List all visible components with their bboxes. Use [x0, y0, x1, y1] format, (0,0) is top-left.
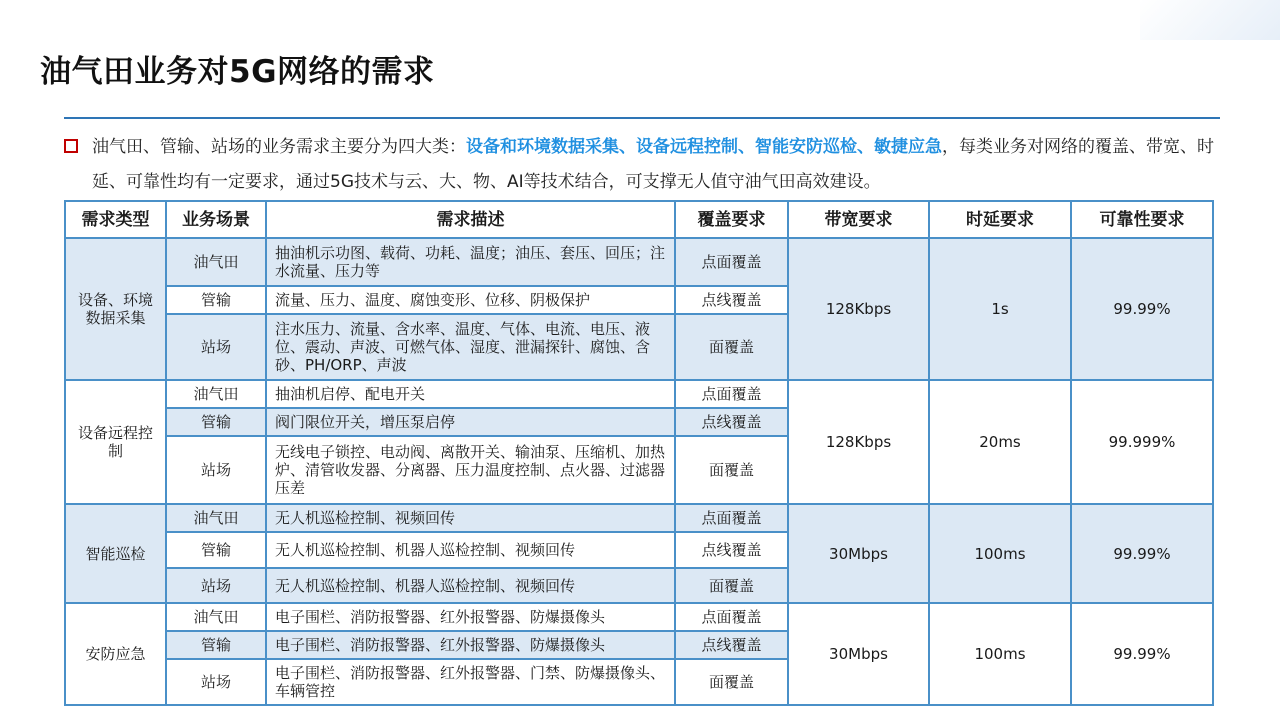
desc-cell: 阀门限位开关，增压泵启停 — [266, 408, 675, 436]
header-coverage: 覆盖要求 — [675, 201, 788, 238]
scene-cell: 油气田 — [166, 380, 266, 408]
reliability-cell: 99.99% — [1071, 504, 1213, 603]
intro-prefix: 油气田、管输、站场的业务需求主要分为四大类： — [92, 137, 466, 157]
desc-cell: 无人机巡检控制、机器人巡检控制、视频回传 — [266, 568, 675, 603]
coverage-cell: 点面覆盖 — [675, 380, 788, 408]
desc-cell: 抽油机启停、配电开关 — [266, 380, 675, 408]
coverage-cell: 点面覆盖 — [675, 603, 788, 631]
coverage-cell: 面覆盖 — [675, 568, 788, 603]
desc-cell: 电子围栏、消防报警器、红外报警器、门禁、防爆摄像头、车辆管控 — [266, 659, 675, 705]
bandwidth-cell: 30Mbps — [788, 504, 929, 603]
coverage-cell: 面覆盖 — [675, 314, 788, 380]
scene-cell: 站场 — [166, 436, 266, 504]
scene-cell: 油气田 — [166, 603, 266, 631]
latency-cell: 100ms — [929, 603, 1071, 705]
coverage-cell: 点线覆盖 — [675, 631, 788, 659]
header-desc: 需求描述 — [266, 201, 675, 238]
reliability-cell: 99.99% — [1071, 238, 1213, 380]
reliability-cell: 99.999% — [1071, 380, 1213, 504]
desc-cell: 无人机巡检控制、视频回传 — [266, 504, 675, 532]
header-latency: 时延要求 — [929, 201, 1071, 238]
table-row — [65, 504, 1213, 532]
table-row — [65, 238, 1213, 286]
header-type: 需求类型 — [65, 201, 166, 238]
scene-cell: 管输 — [166, 408, 266, 436]
requirements-table — [64, 200, 1214, 706]
scene-cell: 油气田 — [166, 238, 266, 286]
title-divider — [64, 117, 1220, 119]
intro-highlight: 设备和环境数据采集、设备远程控制、智能安防巡检、敏捷应急 — [466, 137, 942, 157]
table-row — [65, 603, 1213, 631]
group-type: 设备、环境数据采集 — [65, 238, 166, 380]
header-bandwidth: 带宽要求 — [788, 201, 929, 238]
page-title: 油气田业务对5G网络的需求 — [40, 54, 435, 90]
square-bullet-icon — [64, 139, 78, 153]
scene-cell: 管输 — [166, 286, 266, 314]
desc-cell: 无人机巡检控制、机器人巡检控制、视频回传 — [266, 532, 675, 568]
group-type: 智能巡检 — [65, 504, 166, 603]
intro-text — [92, 130, 1214, 200]
group-type: 设备远程控制 — [65, 380, 166, 504]
scene-cell: 站场 — [166, 659, 266, 705]
latency-cell: 100ms — [929, 504, 1071, 603]
coverage-cell: 点面覆盖 — [675, 504, 788, 532]
scene-cell: 站场 — [166, 568, 266, 603]
intro-paragraph — [64, 130, 1214, 200]
reliability-cell: 99.99% — [1071, 603, 1213, 705]
desc-cell: 电子围栏、消防报警器、红外报警器、防爆摄像头 — [266, 603, 675, 631]
header-scene: 业务场景 — [166, 201, 266, 238]
desc-cell: 流量、压力、温度、腐蚀变形、位移、阴极保护 — [266, 286, 675, 314]
scene-cell: 管输 — [166, 532, 266, 568]
bandwidth-cell: 128Kbps — [788, 238, 929, 380]
desc-cell: 无线电子锁控、电动阀、离散开关、输油泵、压缩机、加热炉、清管收发器、分离器、压力温度控制、点火器、过滤器压差 — [266, 436, 675, 504]
coverage-cell: 点线覆盖 — [675, 532, 788, 568]
intro-suffix: ，每类业务对网络的覆盖、带宽、时延、可靠性均有一定要求，通过5G技术与云、大、物、AI等技术结合，可支撑无人值守油气田高效建设。 — [92, 137, 1214, 192]
coverage-cell: 面覆盖 — [675, 659, 788, 705]
table-header-row — [65, 201, 1213, 238]
corner-decoration — [1140, 0, 1280, 40]
desc-cell: 注水压力、流量、含水率、温度、气体、电流、电压、液位、震动、声波、可燃气体、湿度、泄漏探针、腐蚀、含砂、PH/ORP、声波 — [266, 314, 675, 380]
group-type: 安防应急 — [65, 603, 166, 705]
latency-cell: 1s — [929, 238, 1071, 380]
coverage-cell: 面覆盖 — [675, 436, 788, 504]
desc-cell: 电子围栏、消防报警器、红外报警器、防爆摄像头 — [266, 631, 675, 659]
scene-cell: 油气田 — [166, 504, 266, 532]
header-reliability: 可靠性要求 — [1071, 201, 1213, 238]
table-row — [65, 380, 1213, 408]
coverage-cell: 点线覆盖 — [675, 286, 788, 314]
bandwidth-cell: 128Kbps — [788, 380, 929, 504]
scene-cell: 站场 — [166, 314, 266, 380]
coverage-cell: 点面覆盖 — [675, 238, 788, 286]
coverage-cell: 点线覆盖 — [675, 408, 788, 436]
bandwidth-cell: 30Mbps — [788, 603, 929, 705]
desc-cell: 抽油机示功图、载荷、功耗、温度；油压、套压、回压；注水流量、压力等 — [266, 238, 675, 286]
latency-cell: 20ms — [929, 380, 1071, 504]
scene-cell: 管输 — [166, 631, 266, 659]
